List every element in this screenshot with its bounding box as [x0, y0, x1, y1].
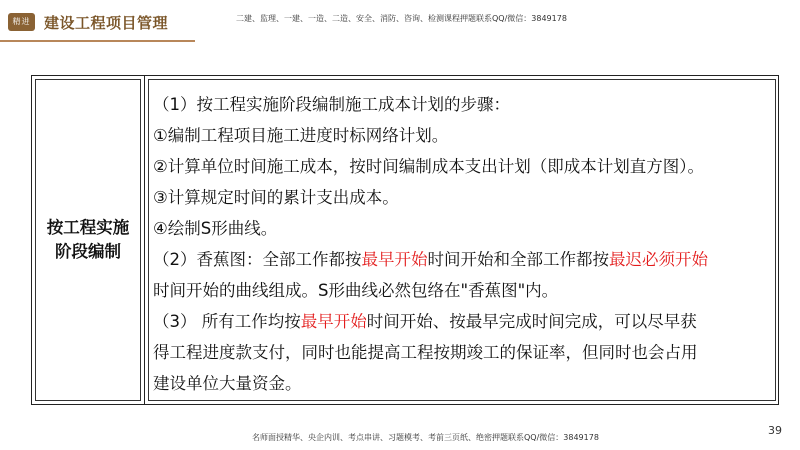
row-label-line-1: 按工程实施 [46, 218, 130, 237]
highlight-text: 最早开始 [300, 312, 367, 331]
header-underline [0, 40, 195, 42]
row-label-line-2: 阶段编制 [55, 242, 121, 261]
highlight-text: 最迟必须开始 [609, 250, 708, 269]
content-line: （3） 所有工作均按最早开始时间开始、按最早完成时间完成，可以尽早获 [153, 312, 697, 331]
footer-contact-info: 名师面授精华、央企内训、考点串讲、习题模考、考前三页纸、绝密押题联系QQ/微信：3849178 [252, 433, 599, 442]
content-line: ③计算规定时间的累计支出成本。 [153, 188, 399, 207]
content-line: ②计算单位时间施工成本，按时间编制成本支出计划（即成本计划直方图）。 [153, 157, 705, 176]
content-line: （1）按工程实施阶段编制施工成本计划的步骤： [153, 95, 510, 114]
content-line: （2）香蕉图：全部工作都按最早开始时间开始和全部工作都按最迟必须开始 [153, 250, 708, 269]
course-title: 建设工程项目管理 [44, 14, 169, 32]
content-line: 得工程进度款支付，同时也能提高工程按期竣工的保证率，但同时也会占用 [153, 343, 698, 362]
row-label-cell [32, 76, 145, 404]
content-line: 建设单位大量资金。 [153, 374, 302, 393]
content-table [31, 75, 779, 405]
page-number: 39 [768, 424, 782, 437]
content-line: ④绘制S形曲线。 [153, 219, 278, 238]
highlight-text: 最早开始 [361, 250, 428, 269]
content-line: 时间开始的曲线组成。S形曲线必然包络在"香蕉图"内。 [153, 281, 559, 300]
content-cell [145, 76, 779, 404]
header-contact-info: 二建、监理、一建、一造、二造、安全、消防、咨询、检测课程押题联系QQ/微信：3849178 [236, 14, 567, 23]
header [0, 0, 800, 42]
content-line: ①编制工程项目施工进度时标网络计划。 [153, 126, 449, 145]
logo-badge: 精进 [8, 13, 35, 31]
